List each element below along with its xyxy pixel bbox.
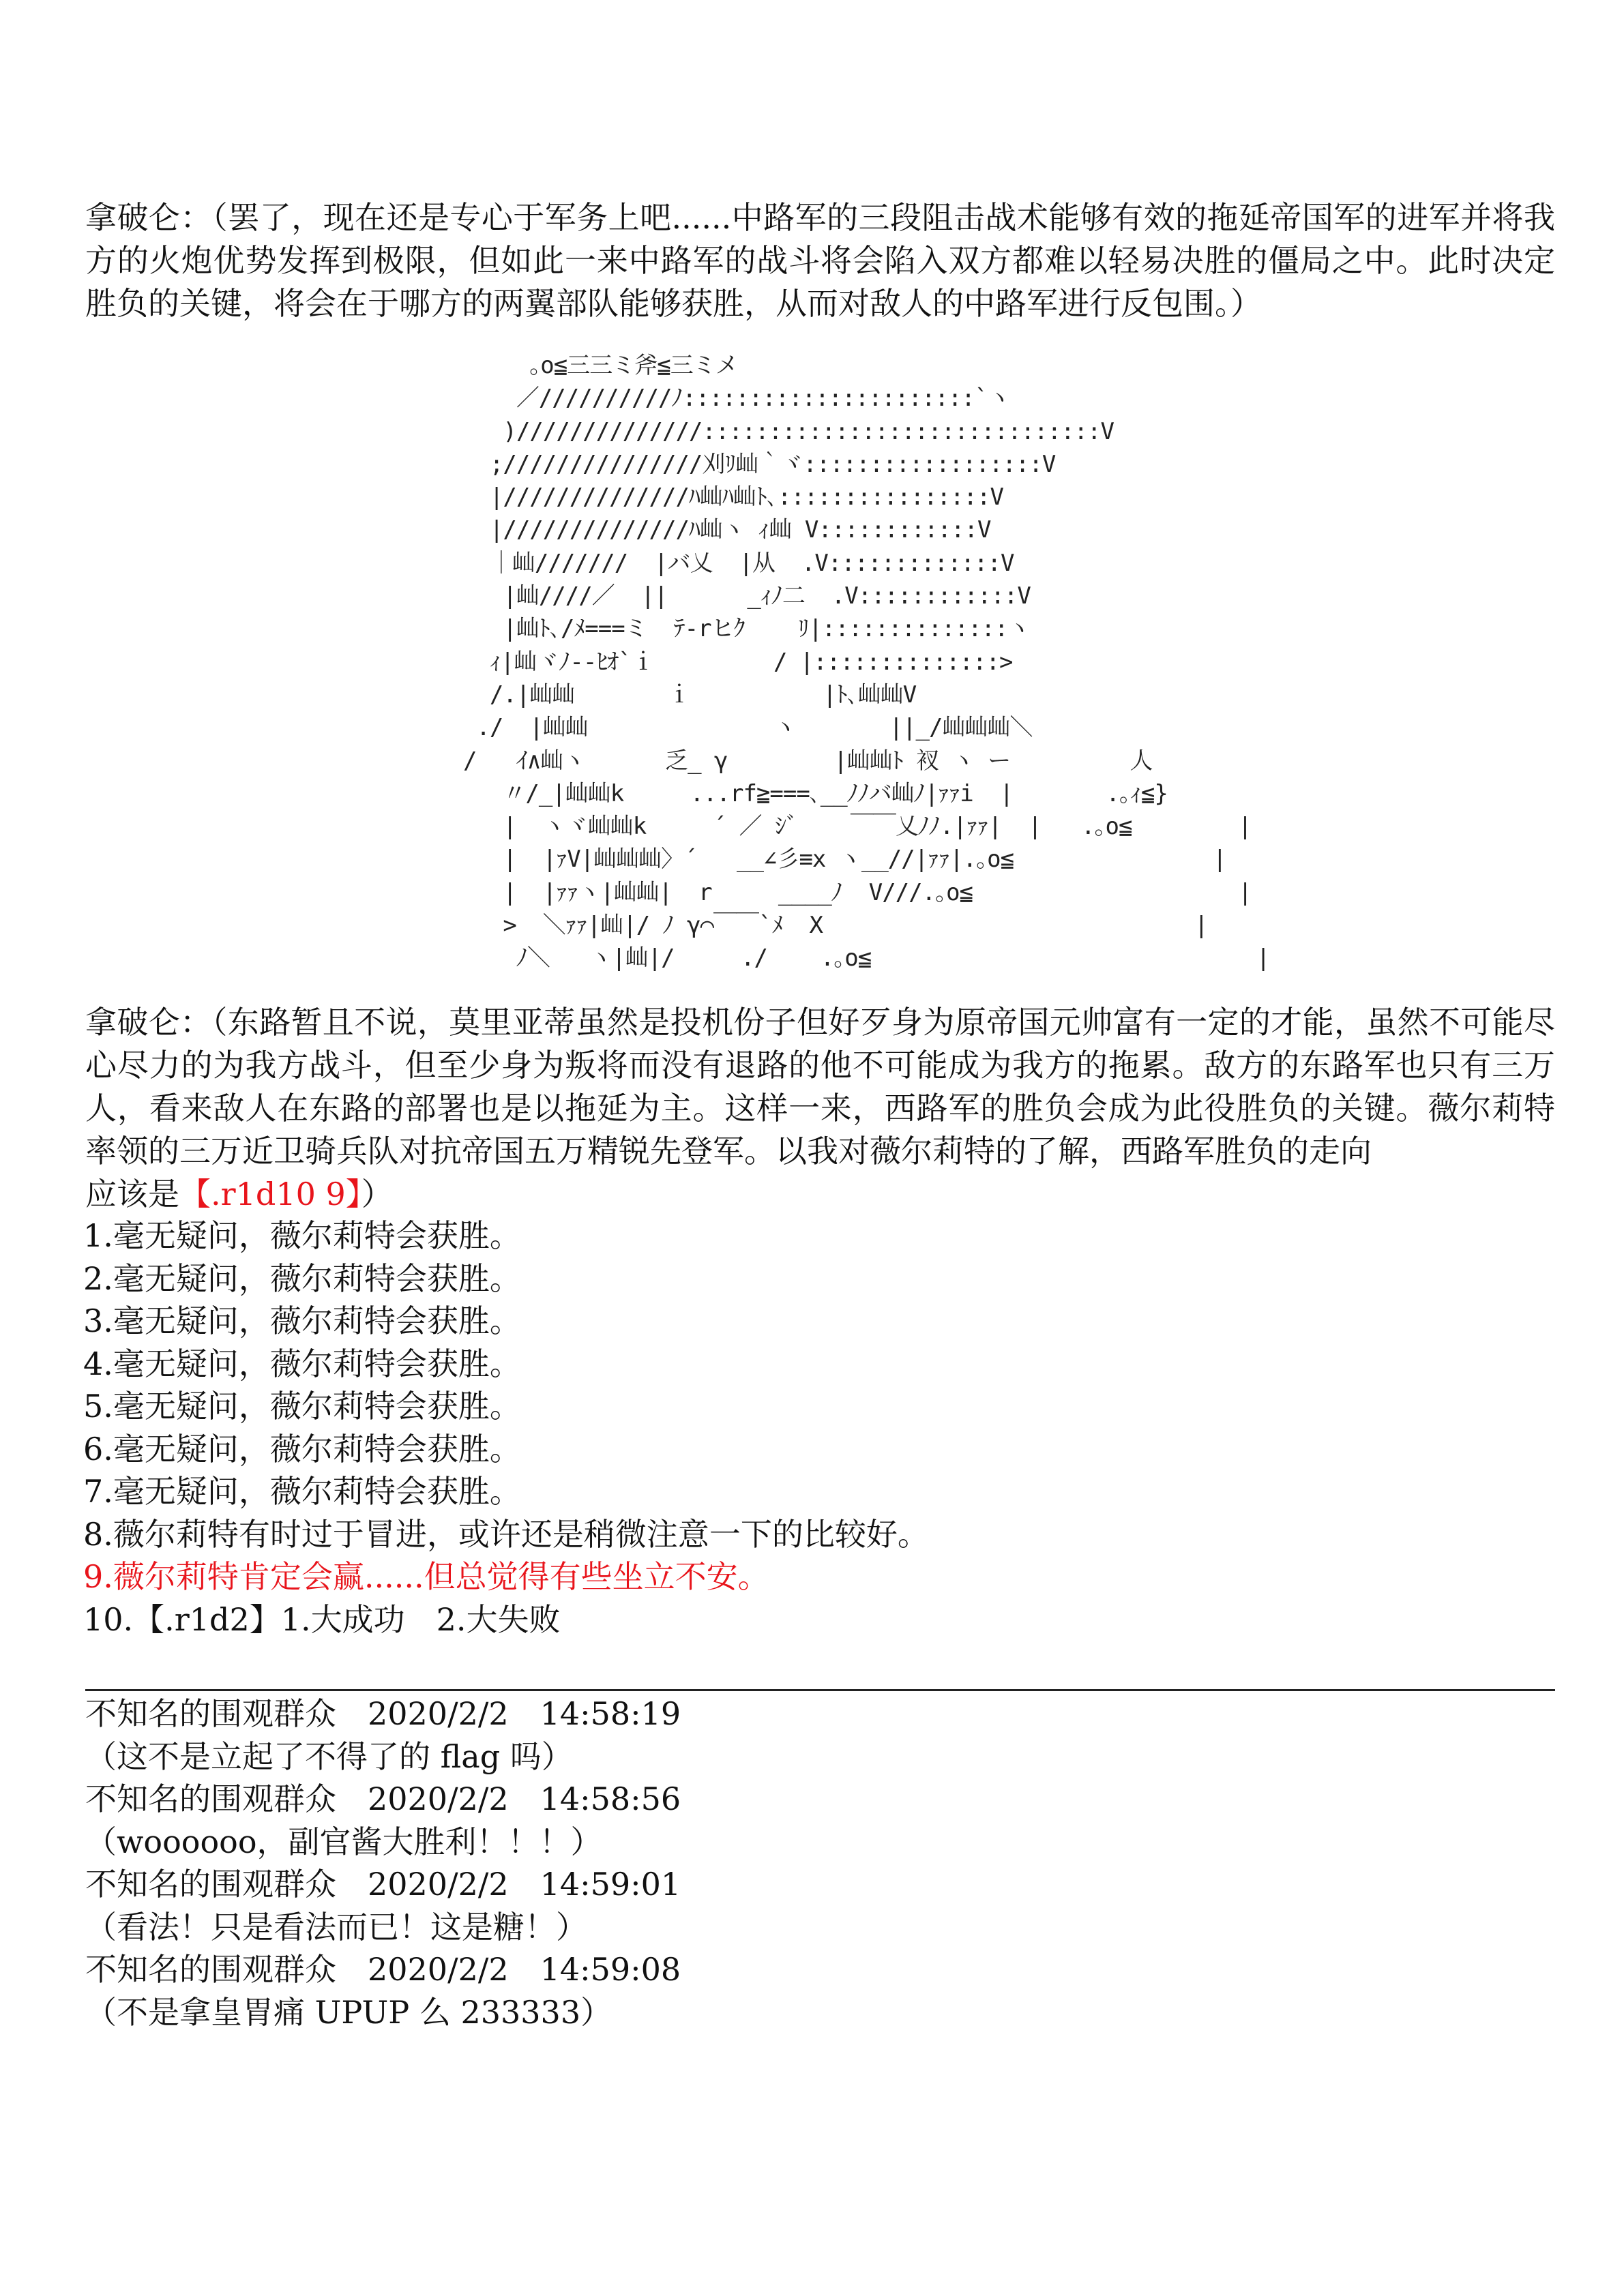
comment-text: （这不是立起了不得了的 flag 吗） — [85, 1738, 573, 1775]
choice-item: 4.毫无疑问，薇尔莉特会获胜。 — [83, 1345, 521, 1382]
comment-text: （看法！只是看法而已！这是糖！） — [85, 1908, 587, 1945]
choice-item: 8.薇尔莉特有时过于冒进，或许还是稍微注意一下的比较好。 — [83, 1515, 929, 1553]
ascii-art-illustration: ｡o≦三三ミ斧≦三ミメ ／//////////ﾉ::::::::::::::::::::::`ヽ )//////////////::::::::::::::::::::::::::::::V ;///////////////刈ﾘ屾｀ヾ::::::::::::::::::V |//////////////ﾊ屾ﾊ屾ﾄ､::::::::::::::::V |//////////////ﾊ屾ヽ ｨ屾 V::::::::::::V ｜屾/////// |バ乂 |从 .V:::::::::::::V |屾////／ || _ｨﾉ二 .V::::::::::::V |屾ﾄ､/ﾒ===ミ ﾃ-rヒｸ ﾘ|::::::::::::::ヽ ｨ|屾ヾﾉ--ﾋｵ`ｉ / |::::::::::::::> /.|屾屾 ｉ |ﾄ､屾屾V ./ |屾屾 ヽ ||_/屾屾屾＼ / ｲ∧屾ヽ 乏_ γ |屾屾ﾄ 衩 ヽ ー 人 〃/_|屾屾k ...rf≧===､__ﾉﾉバ屾ﾉ|ｧｧi | .｡ｨ≦} | ヽヾ屾屾k ´ ／ ｼﾞ ￣￣乂ﾉﾉ.|ｧｧ| | .｡o≦ | | |ｧV|屾屾屾〉´ __∠彡≡x ヽ__//|ｧｧ|.｡o≦ | | |ｧｧヽ|屾屾| r ____ﾉ V///.｡o≦ | > ＼ｧｧ|屾|/ ﾉ γ⌒￣￣`ﾒ X | ﾉ＼ ヽ|屾|/ ./ .｡o≦ | — [462, 352, 1270, 972]
comment-text: （woooooo，副官酱大胜利！！！） — [85, 1823, 602, 1860]
choice-item: 2.毫无疑问，薇尔莉特会获胜。 — [83, 1259, 521, 1297]
comment-header: 不知名的围观群众 2020/2/2 14:59:08 — [85, 1951, 681, 1988]
narration-paragraph-1: 拿破仑：（罢了，现在还是专心于军务上吧......中路军的三段阻击战术能够有效的拖延帝国军的进军并将我方的火炮优势发挥到极限，但如此一来中路军的战斗将会陷入双方都难以轻易决胜的僵局之中。此时决定胜负的关键，将会在于哪方的两翼部队能够获胜，从而对敌人的中路军进行反包围。） — [85, 199, 1555, 322]
choice-item: 7.毫无疑问，薇尔莉特会获胜。 — [83, 1473, 521, 1510]
paragraph-2-body: 拿破仑：（东路暂且不说，莫里亚蒂虽然是投机份子但好歹身为原帝国元帅富有一定的才能，虽然不可能尽心尽力的为我方战斗，但至少身为叛将而没有退路的他不可能成为我方的拖累。敌方的东路军也只有三万人，看来敌人在东路的部署也是以拖延为主。这样一来，西路军的胜负会成为此役胜负的关键。薇尔莉特率领的三万近卫骑兵队对抗帝国五万精锐先登军。以我对薇尔莉特的了解，西路军胜负的走向 — [85, 1004, 1555, 1169]
comment-header: 不知名的围观群众 2020/2/2 14:59:01 — [85, 1866, 681, 1903]
paragraph-2-prefix: 应该是 — [85, 1176, 179, 1212]
choice-list — [83, 1214, 929, 1641]
section-divider — [85, 1689, 1555, 1691]
comment-text: （不是拿皇胃痛 UPUP 么 233333） — [85, 1993, 612, 2031]
paragraph-2-suffix: ） — [361, 1176, 393, 1212]
dice-result: 【.r1d10 9】 — [179, 1176, 361, 1212]
choice-item: 6.毫无疑问，薇尔莉特会获胜。 — [83, 1430, 521, 1467]
comment-header: 不知名的围观群众 2020/2/2 14:58:19 — [85, 1695, 681, 1732]
comment-list — [85, 1693, 681, 2033]
choice-item: 3.毫无疑问，薇尔莉特会获胜。 — [83, 1302, 521, 1339]
narration-paragraph-2 — [85, 1001, 1555, 1216]
paragraph-2-last-line — [85, 1173, 1555, 1216]
choice-item: 5.毫无疑问，薇尔莉特会获胜。 — [83, 1388, 521, 1425]
choice-item: 1.毫无疑问，薇尔莉特会获胜。 — [83, 1217, 521, 1254]
comment-header: 不知名的围观群众 2020/2/2 14:58:56 — [85, 1780, 681, 1817]
choice-item-dice: 10.【.r1d2】1.大成功 2.大失败 — [83, 1600, 561, 1638]
choice-item-selected: 9.薇尔莉特肯定会赢......但总觉得有些坐立不安。 — [83, 1558, 769, 1595]
